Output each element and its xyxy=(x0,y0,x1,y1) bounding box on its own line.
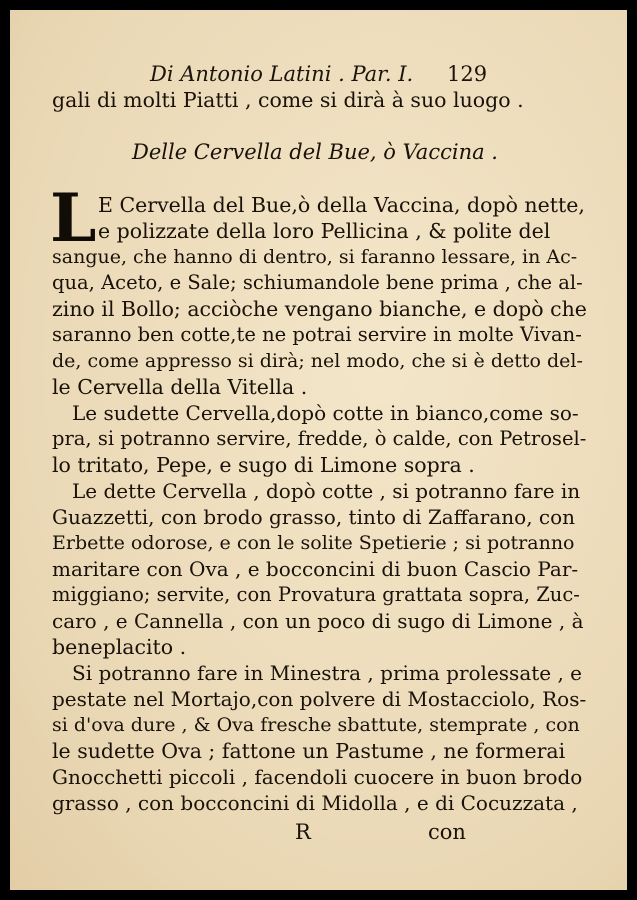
body-line: qua, Aceto, e Sale; schiumandole bene prima , che al- xyxy=(52,271,583,294)
body-line: Le dette Cervella , dopò cotte , si potranno fare in xyxy=(72,479,581,503)
signature-mark: R xyxy=(295,820,311,844)
body-line: sangue, che hanno di dentro, si faranno lessare, in Ac- xyxy=(52,246,578,268)
body-line: miggiano; servite, con Provatura grattata sopra, Zuc- xyxy=(52,583,580,606)
body-line: si d'ova dure , & Ova fresche sbattute, stemprate , con xyxy=(52,714,580,736)
body-line: Le sudette Cervella,dopò cotte in bianco,come so- xyxy=(72,401,579,425)
body-line: caro , e Cannella , con un poco di sugo di Limone , à xyxy=(52,609,584,633)
body-line: grasso , con bocconcini di Midolla , e di Cocuzzata , xyxy=(52,791,578,815)
catchword: con xyxy=(428,820,466,844)
body-line: le sudette Ova ; fattone un Pastume , ne formerai xyxy=(52,739,566,763)
running-title: Di Antonio Latini . Par. I. xyxy=(150,62,414,86)
body-line: lo tritato, Pepe, e sugo di Limone sopra . xyxy=(52,453,475,477)
body-line: e polizzate della loro Pellicina , & polite del xyxy=(98,219,551,243)
running-head xyxy=(150,62,490,86)
body-line: beneplacito . xyxy=(52,635,187,659)
section-heading: Delle Cervella del Bue, ò Vaccina . xyxy=(132,140,498,164)
body-line: Erbette odorose, e con le solite Spetierie ; si potranno xyxy=(52,532,575,554)
book-page xyxy=(10,10,627,890)
body-line: E Cervella del Bue,ò della Vaccina, dopò nette, xyxy=(98,193,585,217)
body-line: zino il Bollo; acciòche vengano bianche, e dopò che xyxy=(52,297,587,321)
carry-over-line: gali di molti Piatti , come si dirà à suo luogo . xyxy=(52,88,524,112)
body-line: Gnocchetti piccoli , facendoli cuocere in buon brodo xyxy=(52,765,583,789)
body-line: saranno ben cotte,te ne potrai servire in molte Vivan- xyxy=(52,323,582,346)
drop-cap: L xyxy=(50,179,97,257)
body-line: Guazzetti, con brodo grasso, tinto di Zaffarano, con xyxy=(52,505,576,529)
body-line: le Cervella della Vitella . xyxy=(52,375,308,399)
body-line: de, come appresso si dirà; nel modo, che si è detto del- xyxy=(52,350,583,372)
page-number: 129 xyxy=(447,62,488,86)
body-line: Si potranno fare in Minestra , prima prolessate , e xyxy=(72,661,583,685)
body-line: maritare con Ova , e bocconcini di buon Cascio Par- xyxy=(52,557,579,581)
body-line: pestate nel Mortajo,con polvere di Mostacciolo, Ros- xyxy=(52,687,587,711)
body-line: pra, si potranno servire, fredde, ò calde, con Petrosel- xyxy=(52,427,587,450)
